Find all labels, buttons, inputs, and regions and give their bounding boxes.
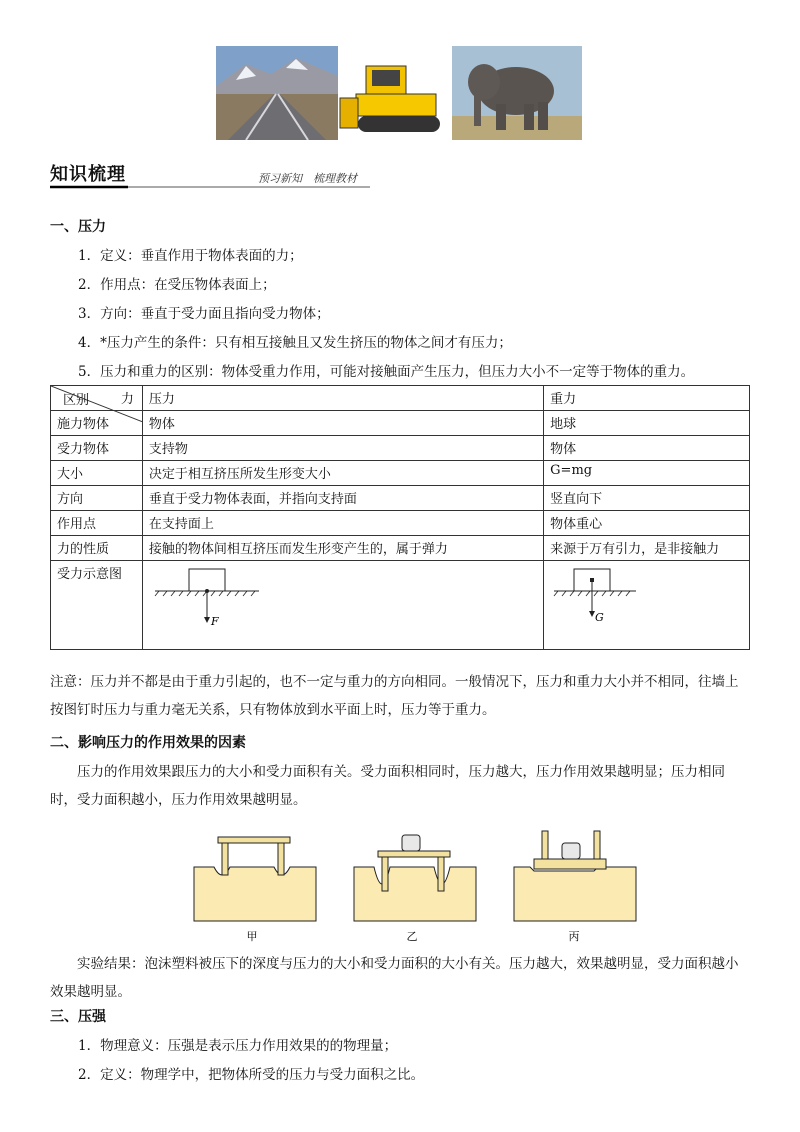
gravity-cell: 地球 (544, 411, 750, 436)
row-label: 受力示意图 (51, 561, 143, 650)
gravity-cell: 竖直向下 (544, 486, 750, 511)
row-label: 力的性质 (51, 536, 143, 561)
experiment-bing (514, 831, 636, 943)
gravity-diagram-cell (544, 561, 750, 650)
pressure-force-diagram (149, 563, 279, 633)
bulldozer-photo (339, 46, 449, 140)
pressure-cell: 物体 (142, 411, 543, 436)
s2-result: 实验结果：泡沫塑料被压下的深度与压力的大小和受力面积的大小有关。压力越大，效果越明显，受力面积越小效果越明显。 (50, 956, 739, 1000)
table-row (51, 561, 750, 650)
elephant-photo (452, 46, 582, 140)
table-row (51, 411, 750, 436)
corner-cell (51, 386, 143, 411)
pressure-cell: 决定于相互挤压所发生形变大小 (142, 461, 543, 486)
s3-heading: 三、压强 (50, 1009, 106, 1025)
pressure-cell: 垂直于受力物体表面，并指向支持面 (142, 486, 543, 511)
row-label: 大小 (51, 461, 143, 486)
figure-label: 丙 (568, 930, 580, 943)
table-row (51, 536, 750, 561)
table-row (51, 511, 750, 536)
gravity-force-diagram (550, 563, 670, 633)
pressure-diagram-cell (142, 561, 543, 650)
table-row (51, 461, 750, 486)
experiment-figure (190, 825, 640, 945)
gravity-cell: G=mg (544, 461, 750, 486)
railway-photo (216, 46, 338, 140)
col-header-gravity: 重力 (544, 386, 750, 411)
row-label: 受力物体 (51, 436, 143, 461)
pressure-cell: 支持物 (142, 436, 543, 461)
force-label-F: F (210, 615, 219, 628)
s1-item: 5．压力和重力的区别：物体受重力作用，可能对接触面产生压力，但压力大小不一定等于物体的重力。 (78, 364, 695, 380)
section-title: 知识梳理 (50, 164, 126, 185)
s2-paragraph: 压力的作用效果跟压力的大小和受力面积有关。受力面积相同时，压力越大，压力作用效果越明显；压力相同时，受力面积越小，压力作用效果越明显。 (50, 764, 725, 808)
header-photos (216, 46, 582, 140)
s1-item: 2．作用点：在受压物体表面上； (78, 277, 276, 293)
row-label: 方向 (51, 486, 143, 511)
figure-label: 乙 (406, 930, 418, 943)
row-label: 施力物体 (51, 411, 143, 436)
s3-item: 2．定义：物理学中，把物体所受的压力与受力面积之比。 (78, 1067, 425, 1083)
s1-item: 4．*压力产生的条件：只有相互接触且又发生挤压的物体之间才有压力； (78, 335, 512, 351)
gravity-cell: 物体重心 (544, 511, 750, 536)
force-label-G: G (595, 611, 604, 624)
row-label: 作用点 (51, 511, 143, 536)
s1-item: 1．定义：垂直作用于物体表面的力； (78, 248, 303, 264)
pressure-cell: 接触的物体间相互挤压而发生形变产生的，属于弹力 (142, 536, 543, 561)
pressure-gravity-table (50, 385, 750, 650)
pressure-cell: 在支持面上 (142, 511, 543, 536)
experiment-jia (194, 837, 316, 943)
section-underline (50, 182, 370, 192)
s2-heading: 二、影响压力的作用效果的因素 (50, 735, 246, 751)
section-subtitle: 预习新知 梳理教材 (258, 172, 357, 185)
s1-item: 3．方向：垂直于受力面且指向受力物体； (78, 306, 330, 322)
s1-heading: 一、压力 (50, 219, 106, 235)
corner-top-label: 力 (120, 392, 134, 407)
table-row (51, 436, 750, 461)
table-row (51, 486, 750, 511)
section-header (50, 158, 370, 192)
gravity-cell: 物体 (544, 436, 750, 461)
experiment-yi (354, 835, 476, 943)
figure-label: 甲 (246, 930, 258, 943)
note-paragraph: 注意：压力并不都是由于重力引起的，也不一定与重力的方向相同。一般情况下，压力和重力大小并不相同，往墙上按图钉时压力与重力毫无关系，只有物体放到水平面上时，压力等于重力。 (50, 674, 739, 718)
corner-bottom-label: 区别 (63, 393, 90, 408)
s3-item: 1．物理意义：压强是表示压力作用效果的的物理量； (78, 1038, 398, 1054)
col-header-pressure: 压力 (142, 386, 543, 411)
gravity-cell: 来源于万有引力，是非接触力 (544, 536, 750, 561)
